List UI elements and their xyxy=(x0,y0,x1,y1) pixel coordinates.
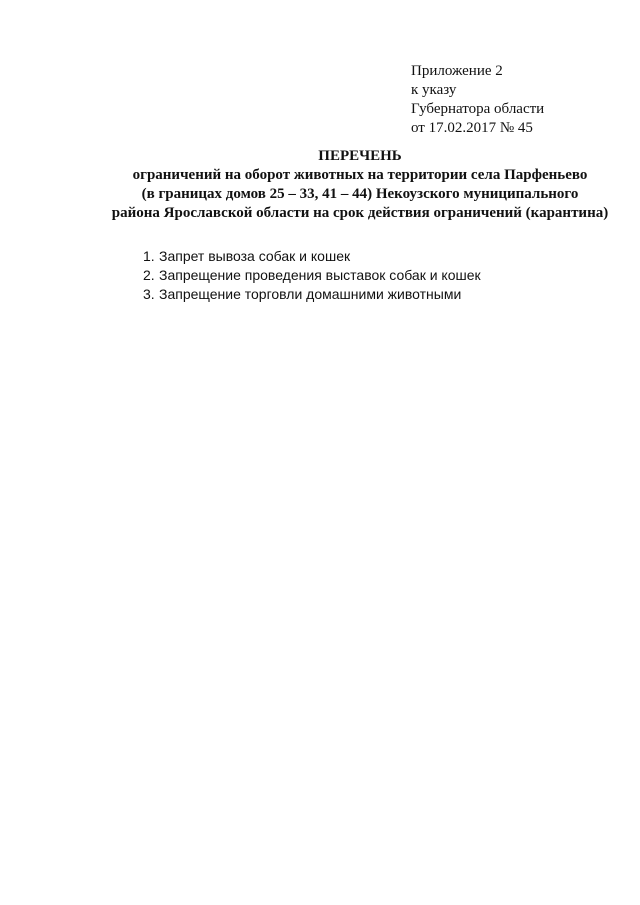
restrictions-list xyxy=(143,247,481,304)
list-item-number: 2. xyxy=(143,267,155,283)
appendix-line-2: к указу xyxy=(411,82,457,98)
document-title: ПЕРЕЧЕНЬ xyxy=(318,148,402,164)
document-heading xyxy=(90,147,630,223)
list-item-text: Запрещение проведения выставок собак и кошек xyxy=(159,267,481,283)
list-item-number: 1. xyxy=(143,248,155,264)
list-item-number: 3. xyxy=(143,286,155,302)
heading-line-3: района Ярославской области на срок действия ограничений (карантина) xyxy=(111,205,609,221)
list-item xyxy=(143,266,481,285)
list-item xyxy=(143,247,481,266)
appendix-line-4: от 17.02.2017 № 45 xyxy=(411,120,533,136)
list-item-text: Запрет вывоза собак и кошек xyxy=(159,248,351,264)
appendix-block xyxy=(411,62,544,138)
list-item xyxy=(143,285,481,304)
heading-line-1: ограничений на оборот животных на территории села Парфеньево xyxy=(132,167,588,183)
heading-line-2: (в границах домов 25 – 33, 41 – 44) Некоузского муниципального xyxy=(141,186,579,202)
appendix-line-3: Губернатора области xyxy=(411,101,545,117)
list-item-text: Запрещение торговли домашними животными xyxy=(159,286,462,302)
appendix-line-1: Приложение 2 xyxy=(411,63,503,79)
